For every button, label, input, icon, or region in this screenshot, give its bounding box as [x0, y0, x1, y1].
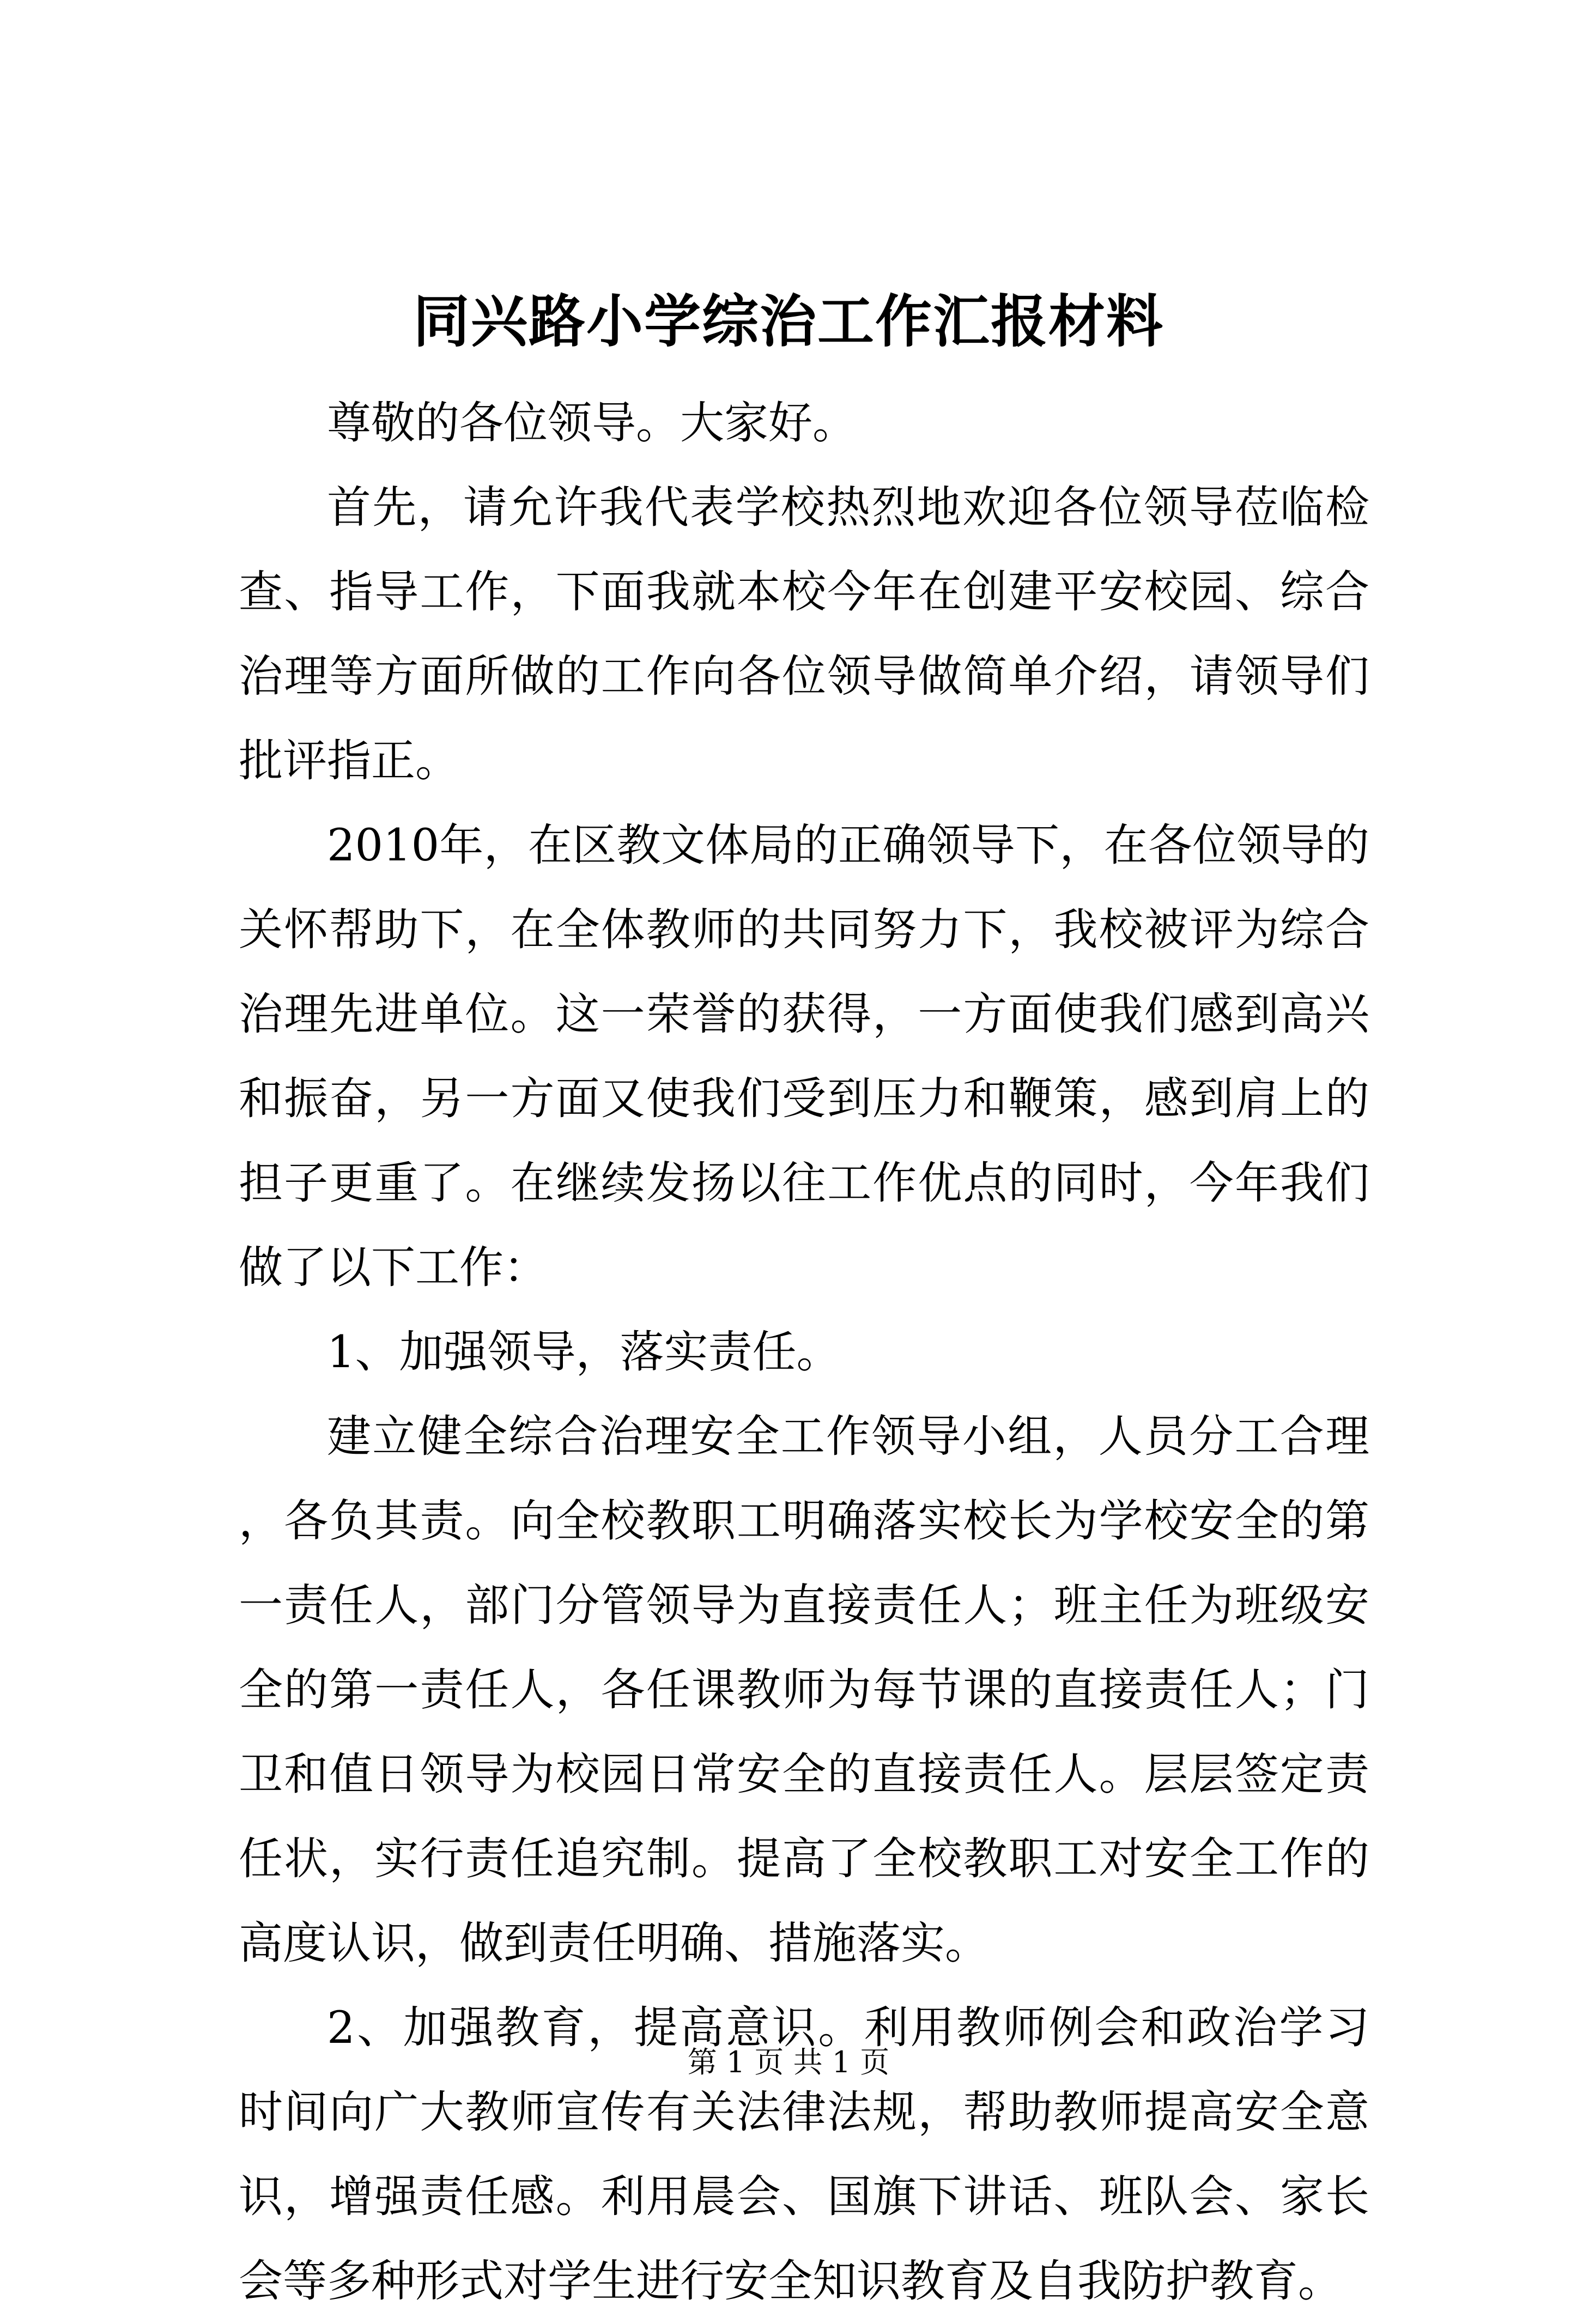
paragraph-intro: 首先，请允许我代表学校热烈地欢迎各位领导莅临检查、指导工作，下面我就本校今年在创建平安校园、综合治理等方面所做的工作向各位领导做简单介绍，请领导们批评指正。	[239, 482, 1369, 787]
paragraph-greeting: 尊敬的各位领导。大家好。	[327, 398, 857, 449]
document-body	[239, 381, 1369, 2324]
paragraph-education: 2、加强教育，提高意识。利用教师例会和政治学习时间向广大教师宣传有关法律法规，帮助教师提高安全意识，增强责任感。利用晨会、国旗下讲话、班队会、家长会等多种形式对学生进行安全知识教育及自我防护教育。	[239, 2003, 1369, 2307]
document-title: 同兴路小学综治工作汇报材料	[413, 288, 1164, 355]
paragraph-responsibility: 建立健全综合治理安全工作领导小组，人员分工合理，各负其责。向全校教职工明确落实校长为学校安全的第一责任人，部门分管领导为直接责任人；班主任为班级安全的第一责任人，各任课教师为每节课的直接责任人；门卫和值日领导为校园日常安全的直接责任人。层层签定责任状，实行责任追究制。提高了全校教职工对安全工作的高度认识，做到责任明确、措施落实。	[239, 1411, 1369, 1969]
section-heading-1: 1、加强领导，落实责任。	[327, 1327, 841, 1378]
page-footer: 第 1 页 共 1 页	[687, 2045, 890, 2079]
paragraph-background: 2010年，在区教文体局的正确领导下，在各位领导的关怀帮助下，在全体教师的共同努力下，我校被评为综合治理先进单位。这一荣誉的获得，一方面使我们感到高兴和振奋，另一方面又使我们受到压力和鞭策，感到肩上的担子更重了。在继续发扬以往工作优点的同时，今年我们做了以下工作：	[239, 820, 1369, 1294]
